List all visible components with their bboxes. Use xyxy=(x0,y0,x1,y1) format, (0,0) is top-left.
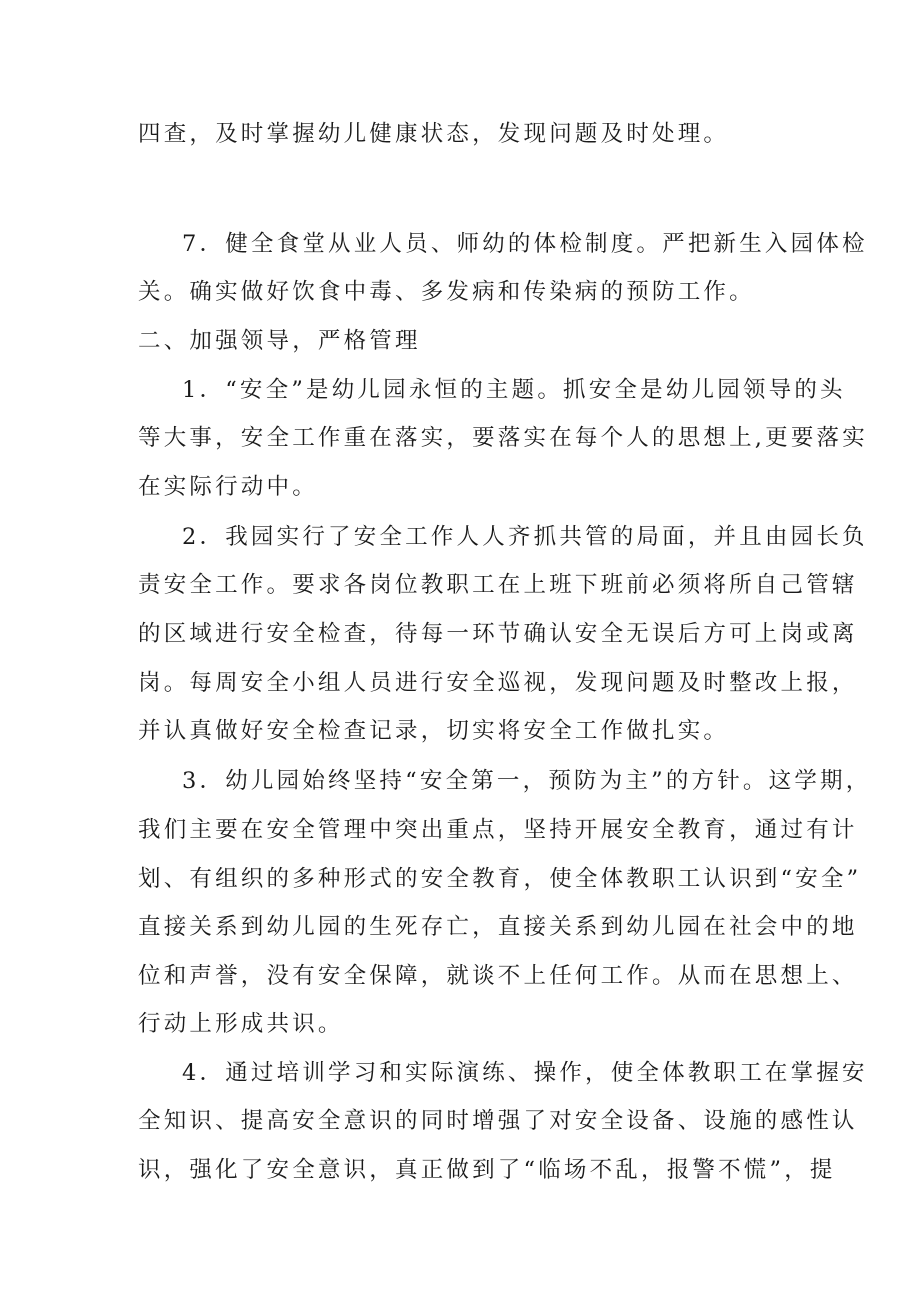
text-line: 7．健全食堂从业人员、师幼的体检制度。严把新生入园体检 xyxy=(182,231,868,257)
text-line: 责安全工作。要求各岗位教职工在上班下班前必须将所自己管辖 xyxy=(138,572,858,598)
text-line: 全知识、提高安全意识的同时增强了对安全设备、设施的感性认 xyxy=(138,1108,858,1134)
text-line: 等大事，安全工作重在落实，要落实在每个人的思想上,更要落实 xyxy=(138,425,868,451)
text-line: 划、有组织的多种形式的安全教育，使全体教职工认识到“安全” xyxy=(138,866,862,892)
text-line: 的区域进行安全检查，待每一环节确认安全无误后方可上岗或离 xyxy=(138,621,858,647)
text-line: 直接关系到幼儿园的生死存亡，直接关系到幼儿园在社会中的地 xyxy=(138,914,858,940)
text-line: 四查，及时掌握幼儿健康状态，发现问题及时处理。 xyxy=(138,121,730,147)
section-heading-text: 二、加强领导，严格管理 xyxy=(138,328,421,354)
text-line: 关。确实做好饮食中毒、多发病和传染病的预防工作。 xyxy=(138,279,755,305)
text-line: 2．我园实行了安全工作人人齐抓共管的局面，并且由园长负 xyxy=(182,524,868,550)
text-line: 岗。每周安全小组人员进行安全巡视，发现问题及时整改上报， xyxy=(138,670,858,696)
text-line: 我们主要在安全管理中突出重点，坚持开展安全教育，通过有计 xyxy=(138,817,858,843)
text-line: 行动上形成共识。 xyxy=(138,1011,344,1037)
text-line: 并认真做好安全检查记录，切实将安全工作做扎实。 xyxy=(138,718,730,744)
text-line: 在实际行动中。 xyxy=(138,474,318,500)
text-line: 1．“安全”是幼儿园永恒的主题。抓安全是幼儿园领导的头 xyxy=(182,377,846,403)
text-line: 识，强化了安全意识，真正做到了“临场不乱，报警不慌”，提 xyxy=(138,1157,836,1183)
text-line: 4．通过培训学习和实际演练、操作，使全体教职工在掌握安 xyxy=(182,1060,868,1086)
text-line: 3．幼儿园始终坚持“安全第一，预防为主”的方针。这学期， xyxy=(182,768,872,794)
text-line: 位和声誉，没有安全保障，就谈不上任何工作。从而在思想上、 xyxy=(138,963,858,989)
